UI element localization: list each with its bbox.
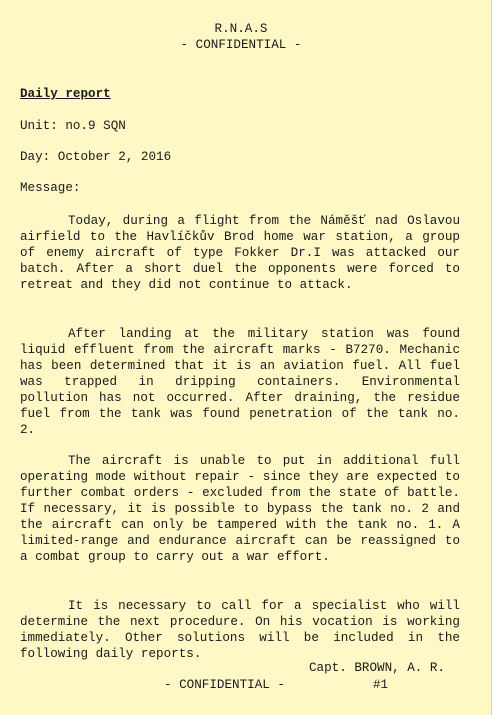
page-number: #1: [373, 678, 389, 692]
confidential-header: - CONFIDENTIAL -: [180, 38, 302, 52]
message-paragraph-4: It is necessary to call for a specialist who will determine the next procedure. On his vocation is working immediately. Other solutions will be included in the following daily reports.: [20, 599, 460, 661]
message-paragraph-3: The aircraft is unable to put in additional full operating mode without repair - since they are expected to further combat orders - excluded from the state of battle. If necessary, it is possible to bypass the tank no. 2 and the aircraft can only be tampered with the tank no. 1. A limited-range and endurance aircraft can be reassigned to a combat group to carry out a war effort.: [20, 454, 460, 564]
organization-header: R.N.A.S: [214, 22, 268, 36]
day-line: Day: October 2, 2016: [20, 150, 172, 164]
unit-line: Unit: no.9 SQN: [20, 119, 126, 133]
message-paragraph-2: After landing at the military station was found liquid effluent from the aircraft marks - B7270. Mechanic has been determined that it is an aviation fuel. All fuel was trapped in dripping containers. Environmental pollution has not occurred. After draining, the residue fuel from the tank was found penetration of the tank no. 2.: [20, 327, 460, 437]
report-title: Daily report: [20, 87, 111, 101]
confidential-footer: - CONFIDENTIAL -: [164, 678, 285, 692]
message-label: Message:: [20, 181, 81, 195]
signature: Capt. BROWN, A. R.: [309, 661, 446, 675]
message-paragraph-1: Today, during a flight from the Náměšť nad Oslavou airfield to the Havlíčkův Brod home war station, a group of enemy aircraft of type Fokker Dr.I was attacked our batch. After a short duel the opponents were forced to retreat and they did not continue to attack.: [20, 214, 460, 292]
